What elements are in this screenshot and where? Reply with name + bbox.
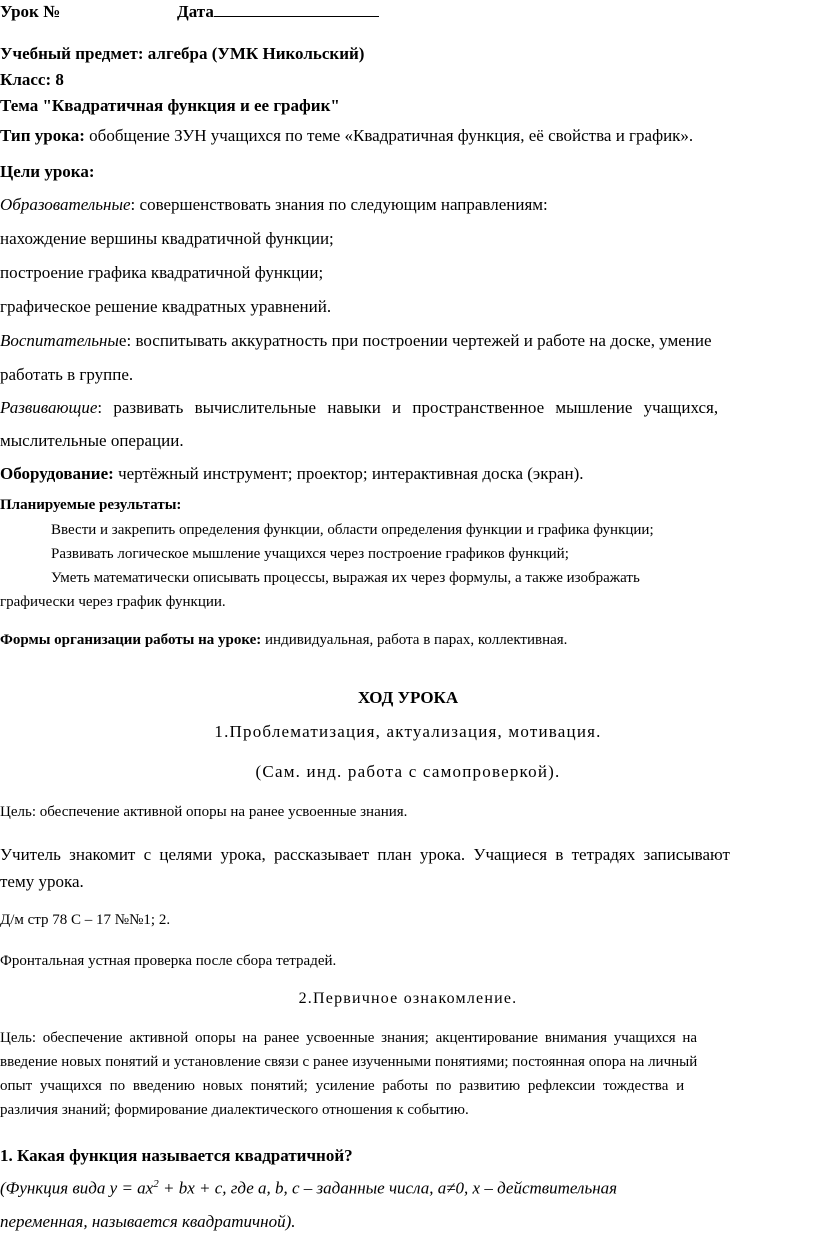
developing-goal-line-2: мыслительные операции. [0, 431, 184, 450]
lesson-type-value: обобщение ЗУН учащихся по теме «Квадратичная функция, её свойства и график». [84, 126, 694, 145]
planned-result-continuation: графически через график функции. [0, 594, 226, 610]
upbringing-goal-line-2: работать в группе. [0, 365, 134, 384]
equipment-label: Оборудование: [0, 464, 114, 483]
upbringing-label-suffix: е [118, 331, 127, 350]
teacher-line-2: тему урока. [0, 872, 84, 891]
developing-label: Развивающие [0, 398, 98, 417]
forms-line [0, 632, 816, 649]
header-line [0, 2, 816, 22]
stage1-subtitle: (Сам. инд. работа с самопроверкой). [255, 762, 561, 781]
question-1: 1. Какая функция называется квадратичной? [0, 1146, 353, 1165]
answer-1-line-1 [0, 1178, 816, 1198]
subject-line: Учебный предмет: алгебра (УМК Никольский) [0, 44, 365, 63]
goals-heading: Цели урока: [0, 162, 95, 181]
developing-text-1: : развивать вычислительные навыки и пространственное мышление учащихся, [97, 398, 719, 417]
answer-1-part-1: (Функция вида y = ax [0, 1178, 154, 1198]
teacher-line-1: Учитель знакомит с целями урока, рассказывает план урока. Учащиеся в тетрадях записывают [0, 845, 730, 864]
stage1-title: 1.Проблематизация, актуализация, мотивация. [214, 722, 602, 741]
upbringing-goal-line-1 [0, 331, 816, 351]
lesson-type-label: Тип урока: [0, 126, 85, 145]
equipment-line [0, 464, 816, 484]
educational-item-2: построение графика квадратичной функции; [0, 263, 324, 282]
educational-goal-line [0, 195, 816, 215]
date-blank-line [214, 2, 379, 17]
answer-1-line-2: переменная, называется квадратичной). [0, 1212, 296, 1231]
date-field [177, 2, 379, 22]
educational-item-1: нахождение вершины квадратичной функции; [0, 229, 334, 248]
planned-results-heading: Планируемые результаты: [0, 497, 182, 513]
homework-line: Д/м стр 78 С – 17 №№1; 2. [0, 912, 171, 928]
course-heading: ХОД УРОКА [357, 688, 459, 707]
lesson-type-line [0, 126, 816, 146]
topic-line: Тема "Квадратичная функция и ее график" [0, 96, 340, 115]
planned-result-item-1: Ввести и закрепить определения функции, области определения функции и графика функции; [51, 522, 654, 538]
answer-1-part-2: + bx + c, где a, b, c – заданные числа, a≠0, x – действительная [158, 1178, 618, 1198]
upbringing-text-1: : воспитывать аккуратность при построении чертежей и работе на доске, умение [126, 331, 712, 350]
stage2-goal-line-1: Цель: обеспечение активной опоры на ранее усвоенные знания; акцентирование внимания учащихся на [0, 1030, 698, 1046]
stage2-goal-line-2: введение новых понятий и установление связи с ранее изученными понятиями; постоянная опора на личный [0, 1054, 698, 1070]
date-label: Дата [177, 2, 214, 21]
stage2-title: 2.Первичное ознакомление. [298, 990, 518, 1007]
equipment-value: чертёжный инструмент; проектор; интерактивная доска (экран). [113, 464, 584, 483]
planned-result-item-2: Развивать логическое мышление учащихся через построение графиков функций; [51, 546, 569, 562]
planned-result-item-3: Уметь математически описывать процессы, выражая их через формулы, а также изображать [51, 570, 640, 586]
stage2-goal-line-3: опыт учащихся по введению новых понятий; усиление работы по развитию рефлексии тождества и [0, 1078, 685, 1094]
lesson-label: Урок № [0, 2, 61, 21]
frontal-check-line: Фронтальная устная проверка после сбора тетрадей. [0, 953, 337, 969]
upbringing-label: Воспитательны [0, 331, 119, 350]
stage2-goal-line-4: различия знаний; формирование диалектического отношения к событию. [0, 1102, 469, 1118]
grade-line: Класс: 8 [0, 70, 64, 89]
stage1-goal: Цель: обеспечение активной опоры на ранее усвоенные знания. [0, 804, 408, 820]
developing-goal-line-1 [0, 398, 816, 418]
educational-label: Образовательные [0, 195, 131, 214]
educational-item-3: графическое решение квадратных уравнений. [0, 297, 332, 316]
forms-value: индивидуальная, работа в парах, коллективная. [261, 632, 568, 648]
educational-text: : совершенствовать знания по следующим направлениям: [130, 195, 548, 214]
forms-label: Формы организации работы на уроке: [0, 632, 262, 648]
answer-1-superscript: 2 [153, 1178, 159, 1190]
